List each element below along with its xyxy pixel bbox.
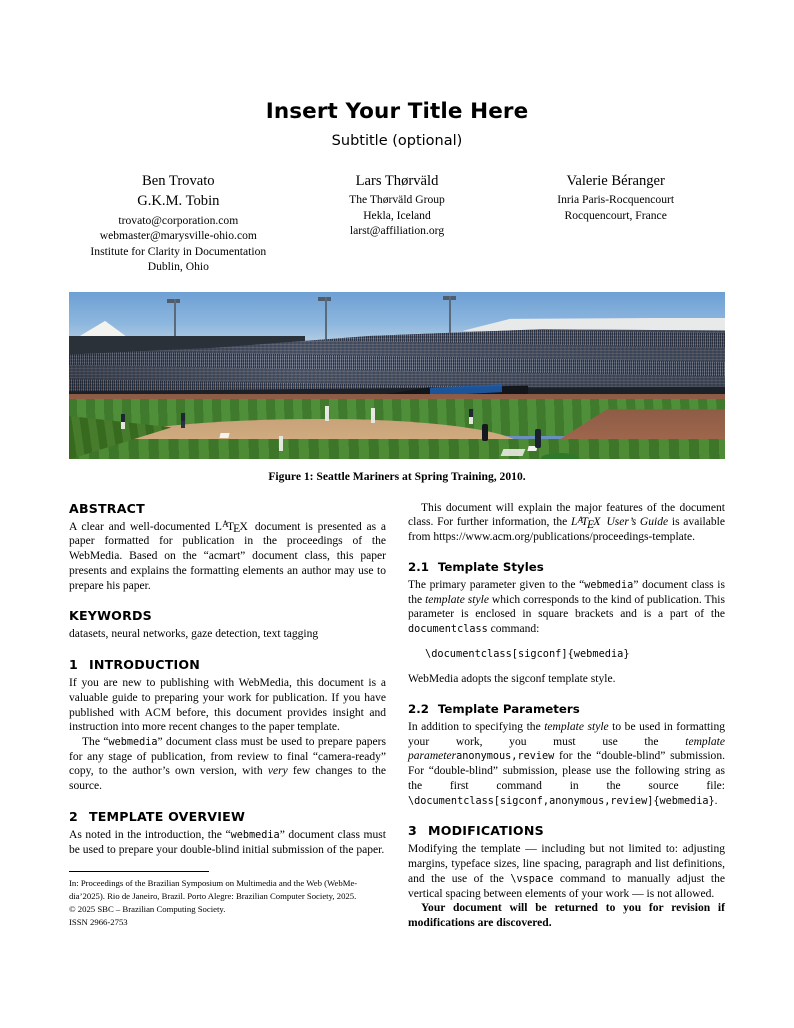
section-2-1-number: 2.1 xyxy=(408,559,429,574)
section-3-number: 3 xyxy=(408,823,417,839)
figure-caption: Figure 1: Seattle Mariners at Spring Training, 2010. xyxy=(268,470,526,484)
abstract-text-post: document is presented as a paper formatted for publication in the proceedings of the WebMedia. Based on the “acmart” document class, this paper presents and explains the formatting elements an author may use to prepare his paper. xyxy=(69,520,387,592)
author-name: Valerie Béranger xyxy=(566,173,665,190)
vspace-token: \vspace xyxy=(510,873,554,885)
figure-1 xyxy=(69,292,725,484)
section-3-paragraph-2: Your document will be returned to you for revision if modifications are discovered. xyxy=(408,902,725,929)
section-2-heading xyxy=(69,809,386,824)
webmedia-class-token: webmedia xyxy=(108,737,158,749)
footnote-block xyxy=(69,871,386,929)
section-1-paragraph-2: The “webmedia” document class must be used to prepare papers for any stage of publication, from review to final “camera-ready” copy, to the author’s own version, with very few changes to the source. xyxy=(69,736,386,793)
documentclass-token: documentclass xyxy=(408,624,488,635)
section-2-2-paragraph-1: In addition to specifying the template style to be used in formatting your work, you must use the template parameteranonymous,review for the “double-blind” submission. For “double-blind” submission, please use the following string as the first command in the source file: \documentclass[sigconf,anonymous,review]{webmedia}. xyxy=(408,720,725,807)
intro-continuation-paragraph: This document will explain the major features of the document class. For further information, the $L^ATEX$ User’s Guide is available from https://www.acm.org/publications/proceedings-template. xyxy=(408,501,725,543)
footnote-line-1: In: Proceedings of the Brazilian Symposium on Multimedia and the Web (WebMe- xyxy=(69,878,358,889)
foreground-grass xyxy=(69,439,725,459)
left-column xyxy=(69,501,386,931)
baseball-stadium-photo xyxy=(69,292,725,459)
section-3-title: MODIFICATIONS xyxy=(427,823,544,839)
author-affiliation: Inria Paris-Rocquencourt xyxy=(557,193,675,207)
author-block xyxy=(69,172,725,274)
webmedia-class-token: webmedia xyxy=(230,830,280,842)
author-affiliation: Institute for Clarity in Documentation xyxy=(90,244,267,258)
section-2-2-number: 2.2 xyxy=(408,701,429,716)
page-title: Insert Your Title Here xyxy=(265,99,529,124)
section-3-heading xyxy=(408,823,725,838)
anonymous-review-token: anonymous,review xyxy=(456,751,555,763)
author-affiliation: The Thørväld Group xyxy=(349,193,445,207)
player-figure xyxy=(325,406,329,421)
section-2-2-title: Template Parameters xyxy=(437,701,580,716)
player-figure xyxy=(371,408,375,423)
abstract-heading: ABSTRACT xyxy=(69,500,145,516)
section-1-title: INTRODUCTION xyxy=(88,657,201,673)
base-marker xyxy=(219,433,229,438)
author-email: larst@affiliation.org xyxy=(349,224,445,238)
title-block xyxy=(0,0,794,150)
keywords-list: datasets, neural networks, gaze detection, text tagging xyxy=(69,628,319,641)
page-subtitle: Subtitle (optional) xyxy=(331,132,463,149)
home-plate-area xyxy=(501,449,526,456)
footnote-text xyxy=(69,877,386,929)
author-location: Dublin, Ohio xyxy=(147,260,209,274)
latex-logo: $L^ATEX$ xyxy=(214,519,248,536)
section-2-2-heading xyxy=(408,702,725,716)
footnote-line-4: ISSN 2966-2753 xyxy=(69,917,128,928)
umpire-figure xyxy=(482,424,488,441)
light-tower-pole xyxy=(449,296,451,339)
body-columns xyxy=(69,501,725,931)
player-figure xyxy=(469,409,473,424)
section-2-1-paragraph-1: The primary parameter given to the “webmedia” document class is the template style which corresponds to the kind of publication. This parameter is enclosed in square brackets and is a part of the documentclass command: xyxy=(408,578,726,635)
abstract-text xyxy=(69,520,386,594)
section-2-1-heading xyxy=(408,560,725,574)
section-2-number: 2 xyxy=(69,808,78,824)
footnote-line-2: dia’2025). Rio de Janeiro, Brazil. Porto Alegre: Brazilian Computer Society, 2025. xyxy=(69,891,357,902)
author-email-secondary: webmaster@marysville-ohio.com xyxy=(99,229,257,243)
author-name: Ben Trovato xyxy=(142,173,215,190)
webmedia-class-token: webmedia xyxy=(584,579,634,591)
author-entry xyxy=(288,172,507,274)
latex-logo: $L^ATEX$ xyxy=(570,514,601,531)
footnote-divider xyxy=(69,871,209,872)
green-foreground-object xyxy=(541,453,579,460)
batter-figure xyxy=(535,429,541,448)
documentclass-code-snippet: \documentclass[sigconf]{webmedia} xyxy=(425,647,630,660)
author-location: Hekla, Iceland xyxy=(363,208,431,222)
section-1-heading xyxy=(69,657,386,672)
author-name: Lars Thørväld xyxy=(355,173,439,190)
author-name-secondary: G.K.M. Tobin xyxy=(137,193,220,210)
section-1-paragraph-1: If you are new to publishing with WebMedia, this document is a valuable guide to preparing your work for publication. If you have published with ACM before, this document provides insight and instruction into more recent changes to the paper template. xyxy=(69,677,386,734)
author-email: trovato@corporation.com xyxy=(118,213,239,227)
section-3-paragraph-1: Modifying the template — including but not limited to: adjusting margins, typeface sizes, line spacing, paragraph and list definitions, and the use of the \vspace command to manually adjust the vertical spacing between elements of your work — is not allowed. xyxy=(408,843,725,900)
section-2-title: TEMPLATE OVERVIEW xyxy=(88,808,246,824)
section-2-paragraph-1: As noted in the introduction, the “webmedia” document class must be used to prepare your double-blind initial submission of the paper. xyxy=(69,829,386,856)
author-entry xyxy=(69,172,288,274)
keywords-heading: KEYWORDS xyxy=(69,608,152,624)
documentclass-full-token: \documentclass[sigconf,anonymous,review]{webmedia} xyxy=(408,795,715,807)
author-entry xyxy=(506,172,725,274)
abstract-text-pre: A clear and well-documented xyxy=(69,520,215,533)
section-1-number: 1 xyxy=(69,657,78,673)
section-2-1-title: Template Styles xyxy=(437,559,544,574)
light-tower-pole xyxy=(325,297,327,340)
groundskeeper-figure xyxy=(279,436,283,451)
right-column xyxy=(408,501,725,931)
author-location: Rocquencourt, France xyxy=(564,208,667,222)
section-2-1-paragraph-2: WebMedia adopts the sigconf template style. xyxy=(408,673,616,686)
footnote-line-3: © 2025 SBC – Brazilian Computing Society. xyxy=(69,904,226,915)
player-figure xyxy=(181,413,185,428)
player-figure xyxy=(121,414,125,429)
